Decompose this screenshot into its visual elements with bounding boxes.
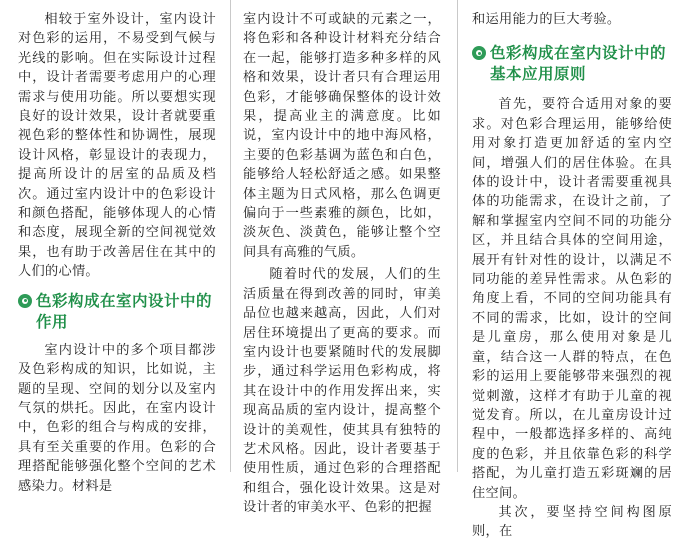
article-column-3: [472, 10, 672, 542]
paragraph: 其次，要坚持空间构图原则，在: [472, 504, 672, 540]
paragraph: 相较于室外设计，室内设计对色彩的运用，不易受到气候与光线的影响。但在实际设计过程中，设计者需要考虑用户的心理需求与使用功能。所以要想实现良好的设计效果，设计者就要重视色彩的整体性和协调性，展现设计风格，彰显设计的表现力，提高所设计的居室的品质及档次。通过室内设计中的色彩设计和颜色搭配，能够体现人的心情和态度，展现全新的空间视觉效果，也有助于改善居住在其中的人们的心情。: [18, 12, 216, 280]
column-divider-left: [230, 0, 231, 472]
article-column-2: [243, 10, 441, 518]
section-heading-text: 色彩构成在室内设计中的作用: [36, 291, 213, 331]
column-divider-right: [457, 0, 458, 472]
bullet-circle-icon: [18, 294, 32, 308]
article-column-1: [18, 10, 216, 496]
section-heading: [472, 43, 672, 85]
section-heading: [18, 291, 216, 333]
paragraph: 和运用能力的巨大考验。: [472, 12, 621, 27]
bullet-circle-icon: [472, 46, 486, 60]
paragraph: 室内设计中的多个项目都涉及色彩构成的知识，比如说，主题的呈现、空间的划分以及室内气氛的烘托。因此，在室内设计中，色彩的组合与构成的安排，具有至关重要的作用。色彩的合理搭配能够强化整个空间的艺术感染力。材料是: [18, 342, 216, 494]
paragraph: 首先，要符合适用对象的要求。对色彩合理运用，能够给使用对象打造更加舒适的室内空间，增强人们的居住体验。在具体的设计中，设计者需要重视具体的功能需求，在设计之前，了解和掌握室内空间不同的功能分区，并且结合具体的空间用途，展开有针对性的设计，以满足不同功能的差异性需求。从色彩的角度上看，不同的空间功能具有不同的需求，比如，设计的空间是儿童房，那么使用对象是儿童，结合这一人群的特点，在色彩的运用上要能够带来强烈的视觉刺激，这样才有助于儿童的视觉发育。所以，在儿童房设计过程中，一般都选择多样的、高纯度的色彩，并且依靠色彩的科学搭配，为儿童打造五彩斑斓的居住空间。: [472, 97, 672, 501]
paragraph: 随着时代的发展，人们的生活质量在得到改善的同时，审美品位也越来越高，因此，人们对居住环境提出了更高的要求。而室内设计也要紧随时代的发展脚步，通过科学运用色彩构成，将其在设计中的作用发挥出来，实现高品质的室内设计，提高整个设计的美观性，使其具有独特的艺术风格。因此，设计者要基于使用性质，通过色彩的合理搭配和组合，强化设计效果。这是对设计者的审美水平、色彩的把握: [243, 267, 441, 516]
section-heading-text: 色彩构成在室内设计中的基本应用原则: [490, 44, 667, 84]
paragraph: 室内设计不可或缺的元素之一，将色彩和各种设计材料充分结合在一起，能够打造多种多样的风格和效果，设计者只有合理运用色彩，才能够确保整体的设计效果，提高业主的满意度。比如说，室内设计中的地中海风格，主要的色彩基调为蓝色和白色，能够给人轻松舒适之感。如果整体主题为日式风格，那么色调更偏向于一些素雅的颜色，比如，淡灰色、淡黄色，能够让整个空间具有高雅的气质。: [243, 12, 441, 260]
